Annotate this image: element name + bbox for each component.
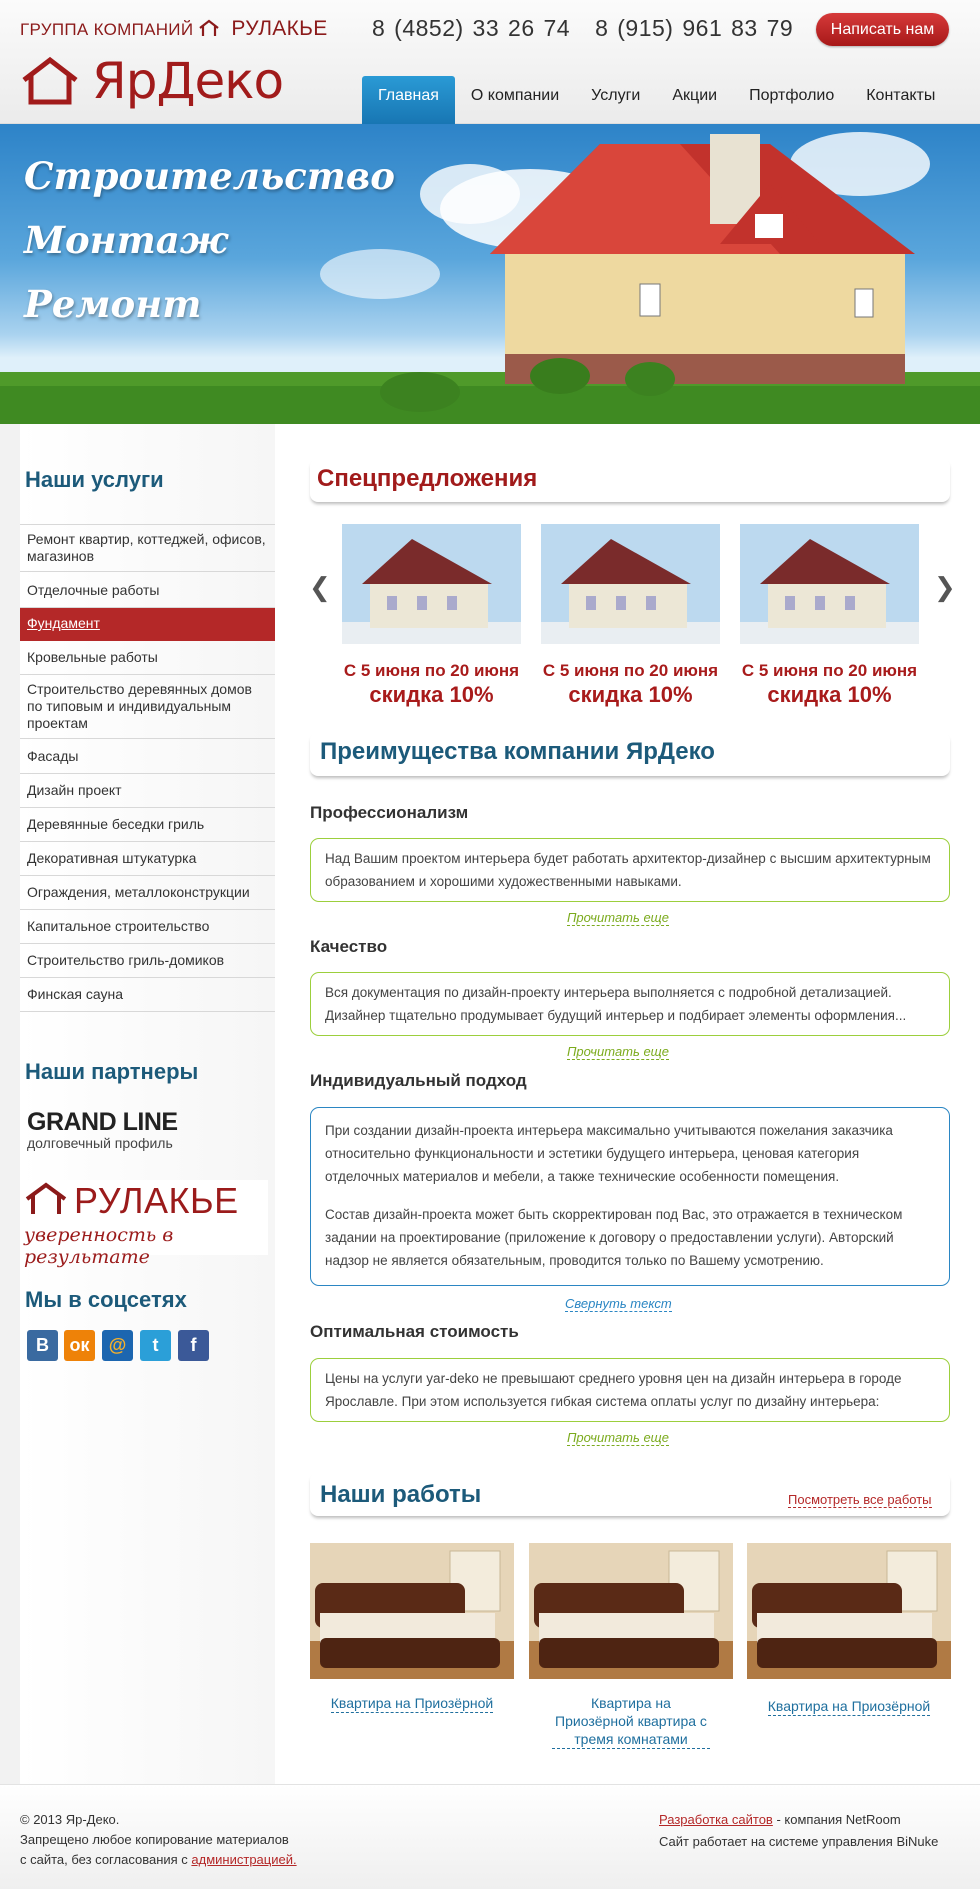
grand-line-sub: долговечный профиль xyxy=(27,1135,173,1151)
advantage-heading: Качество xyxy=(310,937,388,956)
partners-title: Наши партнеры xyxy=(25,1059,199,1084)
services-title: Наши услуги xyxy=(25,467,164,492)
advantage-text-expanded xyxy=(310,1107,950,1286)
specials-title: Спецпредложения xyxy=(317,465,538,492)
slogan-repair: Ремонт xyxy=(24,282,202,326)
work-caption: Квартира на Приозёрной xyxy=(330,1695,494,1711)
copy-notice-2: с сайта, без согласования с администрацией. xyxy=(20,1852,297,1867)
service-item[interactable]: Дизайн проект xyxy=(20,774,275,808)
prev-arrow-icon[interactable]: ❮ xyxy=(309,572,331,602)
service-item[interactable]: Финская сауна xyxy=(20,978,275,1012)
copy-notice: Запрещено любое копирование материалов xyxy=(20,1832,289,1847)
advantage-paragraph: При создании дизайн-проекта интерьера максимально учитываются пожелания заказчика относительно функциональности и эстетики будущего интерьера, ценовая категория отделочных материалов и мебели, а также технические особенности помещения. xyxy=(325,1123,893,1184)
service-item[interactable]: Капитальное строительство xyxy=(20,910,275,944)
vk-icon[interactable]: В xyxy=(27,1330,58,1361)
grand-line-logo[interactable] xyxy=(27,1108,178,1151)
offer-dates: С 5 июня по 20 июня xyxy=(741,661,918,680)
service-item[interactable]: Строительство гриль-домиков xyxy=(20,944,275,978)
phones xyxy=(372,15,818,42)
offer-house-image xyxy=(342,524,521,644)
social-title: Мы в соцсетях xyxy=(25,1287,187,1312)
service-item[interactable]: Кровельные работы xyxy=(20,641,275,675)
services-list xyxy=(20,524,275,1012)
offer-discount: скидка 10% xyxy=(767,682,892,707)
nav-services[interactable]: Услуги xyxy=(591,87,641,104)
facebook-icon[interactable]: f xyxy=(178,1330,209,1361)
group-of-companies[interactable] xyxy=(20,17,328,41)
phone-1[interactable]: 8 (4852) 33 26 74 xyxy=(372,15,571,41)
service-item[interactable]: Декоративная штукатурка xyxy=(20,842,275,876)
site-header xyxy=(0,0,980,124)
phone-2[interactable]: 8 (915) 961 83 79 xyxy=(595,15,794,41)
advantage-heading: Индивидуальный подход xyxy=(310,1071,527,1090)
read-more-link[interactable]: Прочитать еще xyxy=(567,1044,669,1059)
hero-banner xyxy=(0,124,980,424)
logo-house-icon xyxy=(20,56,80,106)
write-us-button[interactable]: Написать нам xyxy=(816,13,949,46)
nav-portfolio[interactable]: Портфолио xyxy=(749,87,835,104)
offer-card[interactable] xyxy=(541,524,720,708)
cms-info: Сайт работает на системе управления BiNuke xyxy=(659,1834,939,1849)
work-bedroom-image xyxy=(529,1543,733,1679)
nav-contacts[interactable]: Контакты xyxy=(866,87,936,104)
administration-link[interactable]: администрацией. xyxy=(191,1852,297,1867)
copyright: © 2013 Яр-Деко. xyxy=(20,1812,120,1827)
service-item[interactable]: Строительство деревянных домов по типовым и индивидуальным проектам xyxy=(20,675,275,739)
offer-house-image xyxy=(740,524,919,644)
nav-home[interactable]: Главная xyxy=(362,76,455,124)
offer-discount: скидка 10% xyxy=(369,682,494,707)
work-caption: Квартира на Приозёрной квартира с тремя комнатами xyxy=(552,1694,710,1749)
nav-about[interactable]: О компании xyxy=(470,87,560,104)
read-more-link[interactable]: Прочитать еще xyxy=(567,910,669,925)
service-item[interactable]: Ремонт квартир, коттеджей, офисов, магазинов xyxy=(20,525,275,572)
rulakie-house-icon xyxy=(24,1182,68,1216)
service-item[interactable]: Отделочные работы xyxy=(20,572,275,608)
work-card[interactable] xyxy=(747,1543,951,1716)
service-item[interactable]: Фасады xyxy=(20,739,275,774)
advantage-text: Вся документация по дизайн-проекту интерьера выполняется с подробной детализацией. Дизайнер тщательно продумывает будущий интерьер и подбирает элементы оформления... xyxy=(310,972,950,1036)
developer-info: Разработка сайтов - компания NetRoom xyxy=(659,1812,901,1827)
read-more-link[interactable]: Прочитать еще xyxy=(567,1430,669,1445)
twitter-icon[interactable]: t xyxy=(140,1330,171,1361)
work-bedroom-image xyxy=(310,1543,514,1679)
rulakie-logo[interactable] xyxy=(22,1180,268,1268)
advantage-heading: Профессионализм xyxy=(310,803,469,822)
work-card[interactable] xyxy=(529,1543,733,1749)
house-icon xyxy=(198,19,220,37)
specials-title-bar xyxy=(310,458,950,502)
web-dev-link[interactable]: Разработка сайтов xyxy=(659,1812,773,1827)
logo-text: ЯрДеко xyxy=(92,52,284,110)
offer-card[interactable] xyxy=(342,524,521,708)
group-brand: РУЛАКЬЕ xyxy=(231,17,328,40)
offer-card[interactable] xyxy=(740,524,919,708)
advantage-text: Над Вашим проектом интерьера будет работать архитектор-дизайнер с высшим архитектурным образованием и хорошими художественными навыками. xyxy=(310,838,950,902)
offer-discount: скидка 10% xyxy=(568,682,693,707)
slogan-installation: Монтаж xyxy=(24,218,229,262)
advantages-title-bar xyxy=(310,732,950,776)
odnoklassniki-icon[interactable]: ок xyxy=(64,1330,95,1361)
offer-house-image xyxy=(541,524,720,644)
work-caption: Квартира на Приозёрной xyxy=(767,1698,931,1714)
next-arrow-icon[interactable]: ❯ xyxy=(934,572,956,602)
service-item[interactable]: Деревянные беседки гриль xyxy=(20,808,275,842)
advantage-heading: Оптимальная стоимость xyxy=(310,1322,519,1341)
advantage-paragraph: Состав дизайн-проекта может быть скорректирован под Вас, это отражается в техническом задании на проектирование (приложение к договору о предоставлении услуги). Авторский надзор не является обязательным, проводится только по Вашему усмотрению. xyxy=(325,1207,903,1268)
advantage-text: Цены на услуги yar-deko не превышают среднего уровня цен на дизайн интерьера в городе Ярославле. При этом используется гибкая система оплаты услуг по дизайну интерьера: xyxy=(310,1358,950,1422)
group-label: ГРУППА КОМПАНИЙ xyxy=(20,20,194,39)
rulakie-slogan: уверенность в результате xyxy=(24,1224,174,1268)
service-item[interactable]: Ограждения, металлоконструкции xyxy=(20,876,275,910)
rulakie-name: РУЛАКЬЕ xyxy=(74,1180,239,1221)
offer-dates: С 5 июня по 20 июня xyxy=(343,661,520,680)
works-title: Наши работы xyxy=(320,1481,482,1508)
collapse-text-link[interactable]: Свернуть текст xyxy=(565,1296,672,1311)
mailru-icon[interactable]: @ xyxy=(102,1330,133,1361)
nav-promotions[interactable]: Акции xyxy=(672,87,718,104)
site-footer xyxy=(0,1784,980,1889)
offer-dates: С 5 июня по 20 июня xyxy=(542,661,719,680)
main-nav xyxy=(362,76,951,124)
work-bedroom-image xyxy=(747,1543,951,1679)
grand-line-name: GRAND LINE xyxy=(27,1108,178,1136)
work-card[interactable] xyxy=(310,1543,514,1713)
slogan-construction: Строительство xyxy=(24,154,395,198)
site-logo[interactable] xyxy=(20,52,283,110)
advantages-title: Преимущества компании ЯрДеко xyxy=(320,738,715,765)
service-item-active[interactable]: Фундамент xyxy=(20,608,275,641)
all-works-link[interactable]: Посмотреть все работы xyxy=(788,1492,932,1507)
